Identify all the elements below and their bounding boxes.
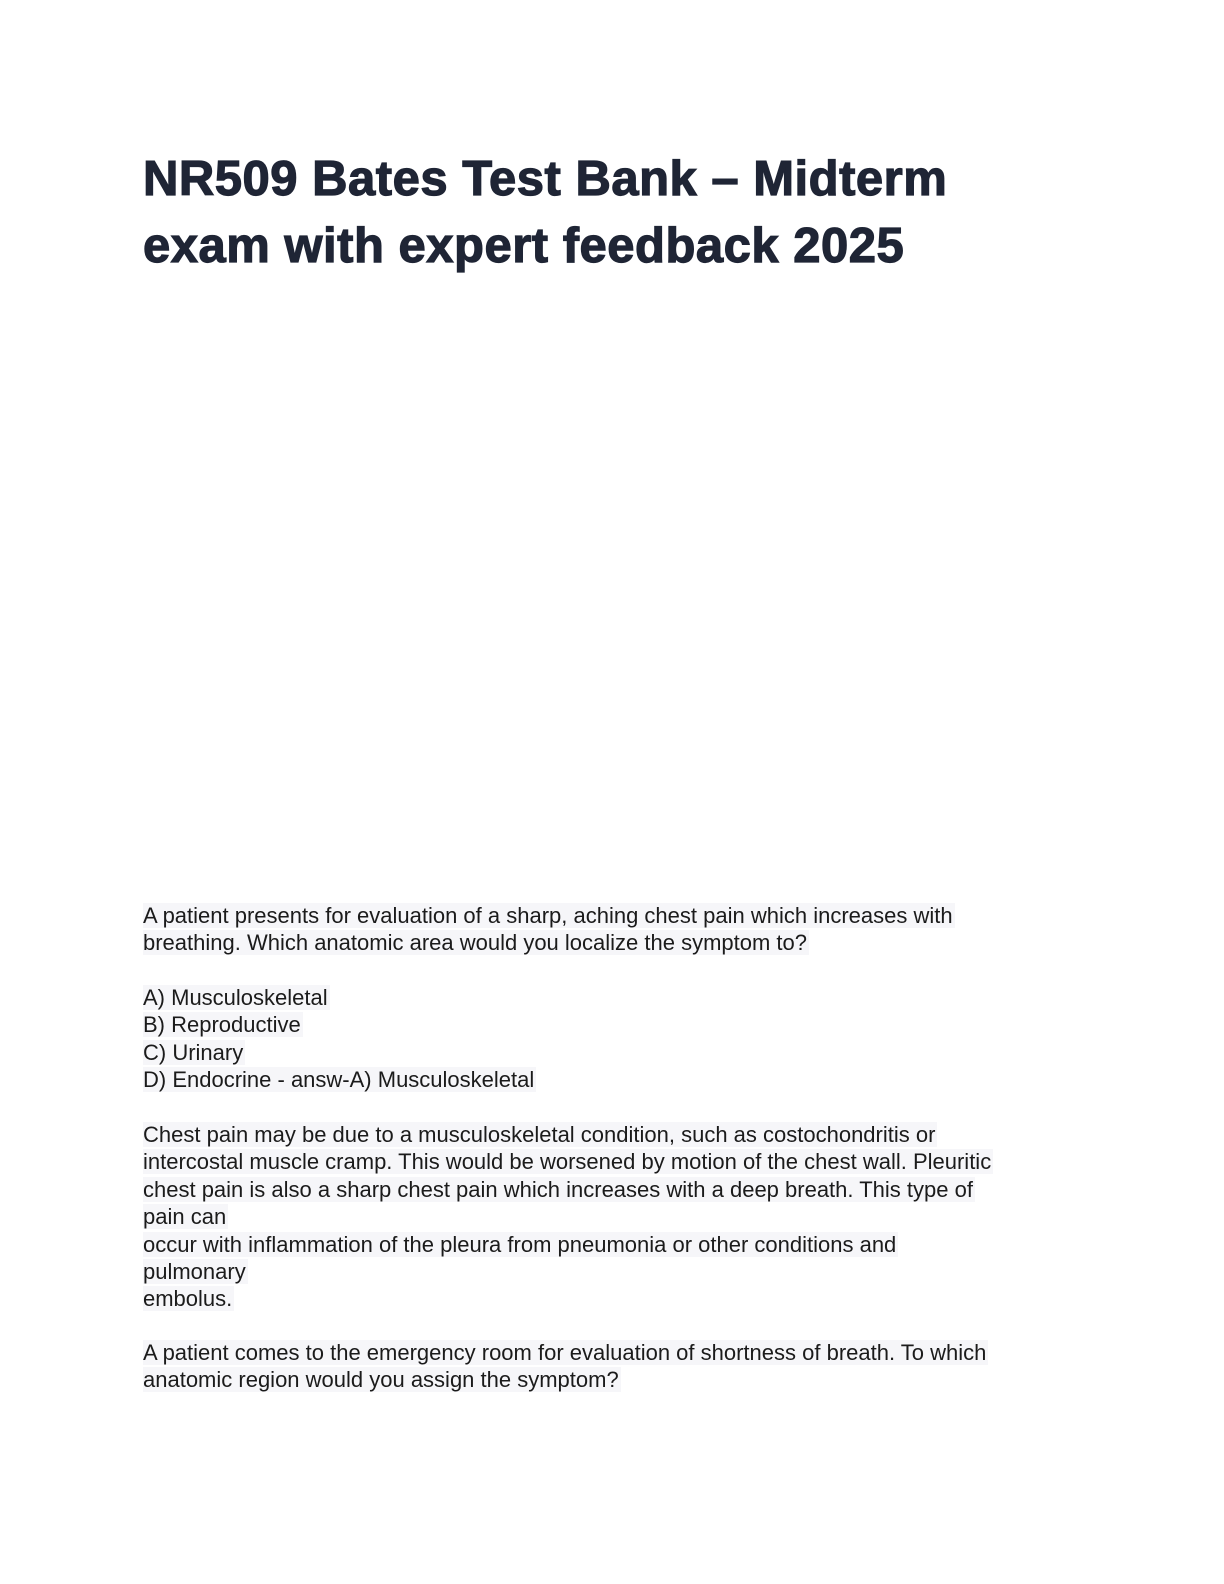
document-title bbox=[143, 146, 1103, 280]
question-2-line-1: A patient comes to the emergency room for evaluation of shortness of breath. To which bbox=[143, 1340, 987, 1365]
explanation-line-7: embolus. bbox=[143, 1286, 233, 1312]
option-a: A) Musculoskeletal bbox=[143, 985, 328, 1010]
option-d-with-answer: D) Endocrine - answ-A) Musculoskeletal bbox=[143, 1067, 535, 1093]
question-1-options bbox=[143, 984, 1083, 1094]
question-1-stem bbox=[143, 902, 1083, 957]
option-c: C) Urinary bbox=[143, 1039, 244, 1065]
title-line-2: exam with expert feedback 2025 bbox=[143, 219, 905, 273]
question-1-line-1: A patient presents for evaluation of a sharp, aching chest pain which increases with bbox=[143, 903, 953, 928]
question-2-stem bbox=[143, 1339, 1083, 1394]
question-1-explanation bbox=[143, 1121, 1083, 1313]
option-b: B) Reproductive bbox=[143, 1012, 301, 1038]
explanation-line-2: intercostal muscle cramp. This would be worsened by motion of the chest wall. Pleuritic bbox=[143, 1149, 992, 1175]
explanation-line-6: pulmonary bbox=[143, 1259, 246, 1285]
question-1-line-2: breathing. Which anatomic area would you localize the symptom to? bbox=[143, 930, 808, 956]
explanation-line-1: Chest pain may be due to a musculoskeletal condition, such as costochondritis or bbox=[143, 1122, 936, 1147]
explanation-line-3: chest pain is also a sharp chest pain which increases with a deep breath. This type of bbox=[143, 1176, 973, 1202]
question-2-line-2: anatomic region would you assign the symptom? bbox=[143, 1367, 619, 1393]
title-line-1: NR509 Bates Test Bank – Midterm bbox=[143, 152, 948, 206]
explanation-line-4: pain can bbox=[143, 1204, 227, 1230]
explanation-line-5: occur with inflammation of the pleura from pneumonia or other conditions and bbox=[143, 1231, 897, 1257]
